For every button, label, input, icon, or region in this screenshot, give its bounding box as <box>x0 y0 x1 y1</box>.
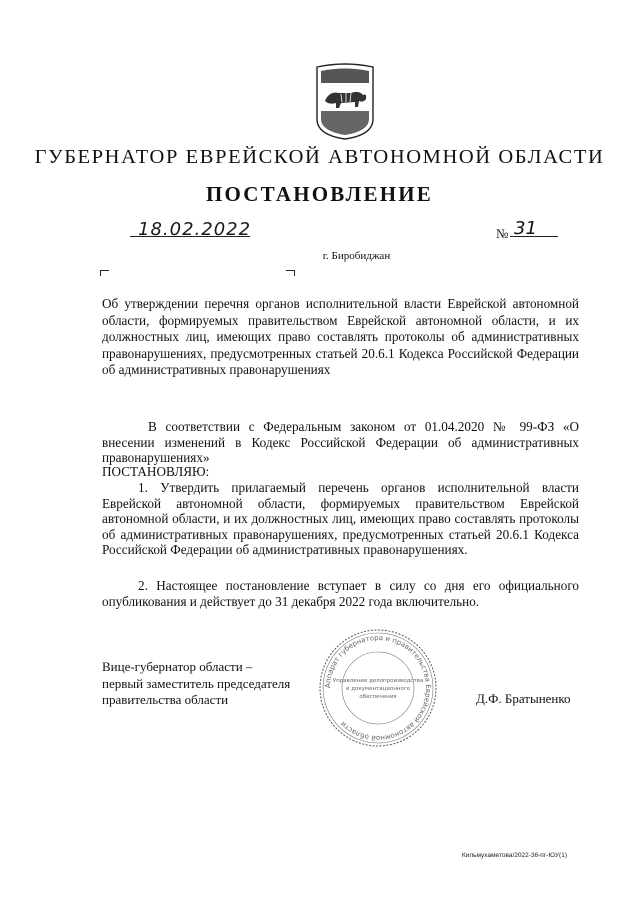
number-label: № <box>496 226 509 241</box>
official-stamp <box>316 626 440 750</box>
paragraph-1: 1. Утвердить прилагаемый перечень органов исполнительной власти Еврейской автономной области, формируемых правительством Еврейской автономной области, и их должностных лиц, имеющих право составлять протоколы об административных правонарушениях, предусмотренных статьей 20.6.1 Кодекса Российской Федерации об административных правонарушениях. <box>102 480 579 558</box>
preamble: В соответствии с Федеральным законом от 01.04.2020 № 99-ФЗ «О внесении изменений в Кодекс Российской Федерации об административных правонарушениях» <box>102 419 579 466</box>
svg-text:обеспечения: обеспечения <box>359 694 397 700</box>
decree-word: ПОСТАНОВЛЯЮ: <box>102 464 210 479</box>
governor-title: ГУБЕРНАТОР ЕВРЕЙСКОЙ АВТОНОМНОЙ ОБЛАСТИ <box>34 146 605 168</box>
footer-code: Кильмухаметова/2022-36-пг-ЮУ(1) <box>461 852 567 859</box>
document-number: 31 <box>514 218 537 239</box>
date-underline <box>130 236 250 237</box>
signer-position: Вице-губернатор области – первый заместитель председателя правительства области <box>102 659 291 707</box>
coat-of-arms-tiger-icon <box>311 57 379 141</box>
document-subject: Об утверждении перечня органов исполнительной власти Еврейской автономной области, формируемых правительством Еврейской автономной области, и их должностных лиц, имеющих право составлять протоколы об административных правонарушениях, предусмотренных статьей 20.6.1 Кодекса Российской Федерации об административных правонарушениях <box>102 296 579 377</box>
svg-text:и документационного: и документационного <box>345 686 411 692</box>
document-date: 18.02.2022 <box>138 219 252 240</box>
svg-text:Управление делопроизводства: Управление делопроизводства <box>332 678 424 684</box>
city: г. Биробиджан <box>322 250 391 262</box>
number-underline <box>510 236 558 237</box>
subject-corner-right <box>286 270 295 276</box>
svg-text:Аппарат губернатора и правител: Аппарат губернатора и правительства Еврейской автономной области <box>323 633 433 743</box>
subject-corner-left <box>100 270 109 276</box>
document-type: ПОСТАНОВЛЕНИЕ <box>205 182 434 206</box>
paragraph-2: 2. Настоящее постановление вступает в силу со дня его официального опубликования и действует до 31 декабря 2022 года включительно. <box>102 578 579 609</box>
signer-name: Д.Ф. Братыненко <box>476 691 571 706</box>
